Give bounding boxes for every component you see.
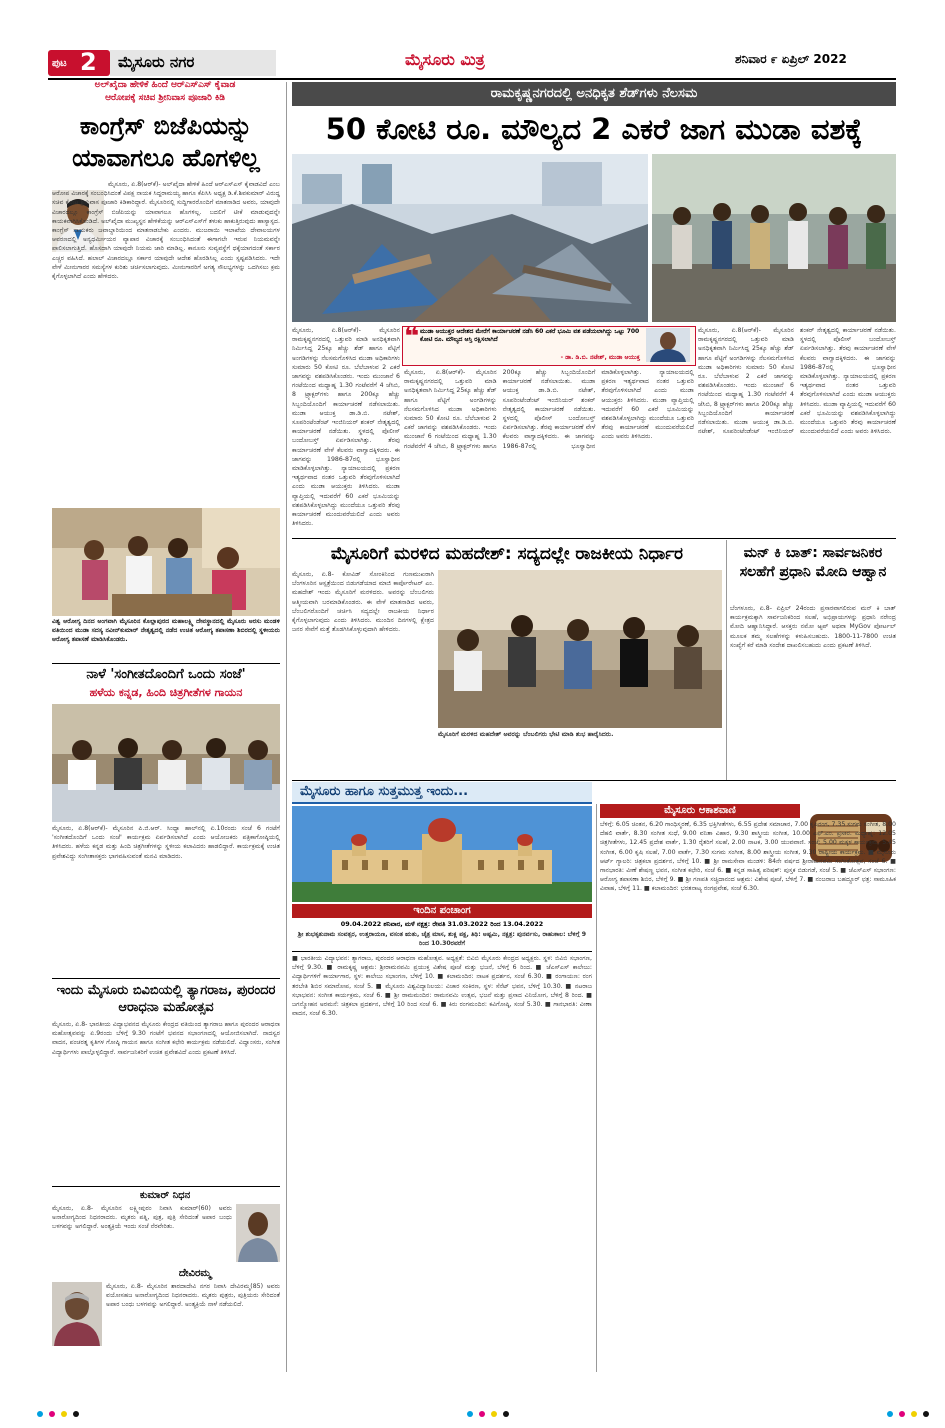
sangeetha-deck: ಹಳೆಯ ಕನ್ನಡ, ಹಿಂದಿ ಚಿತ್ರಗೀತೆಗಳ ಗಾಯನ [89, 686, 243, 699]
page-number: 2 [80, 48, 97, 76]
today-events: ■ ಭಾರತೀಯ ವಿದ್ಯಾಭವನ: ತ್ಯಾಗರಾಜ, ಪುರಂದರ ಆರಾಧನಾ ಮಹೋತ್ಸವ. ಅಧ್ಯಕ್ಷತೆ: ಬಿವಿಬಿ ಮೈಸೂರು ಕೇಂದ್ರದ ಅಧ್ಯಕ್ಷರು. ಸ್ಥಳ: ಬಿವಿಬಿ ಸಭಾಂಗಣ, ಬೆಳಿಗ್ಗೆ 9.30. ■ ರಾಮಕೃಷ್ಣ ಆಶ್ರಮ: ಶ್ರೀರಾಮನವಮಿ ಪ್ರಯುಕ್ತ ವಿಶೇಷ ಪೂಜೆ ಮತ್ತು ಭಜನೆ, ಬೆಳಿಗ್ಗೆ 6 ರಿಂದ. ■ ಜೆಎಸ್‌ಎಸ್ ಕಾಲೇಜು: ವಿದ್ಯಾರ್ಥಿಗಳಿಗೆ ಕಾರ್ಯಾಗಾರ, ಸ್ಥಳ: ಕಾಲೇಜು ಸಭಾಂಗಣ, ಬೆಳಿಗ್ಗೆ 10. ■ ಕಲಾಮಂದಿರ: ನಾಟಕ ಪ್ರದರ್ಶನ, ಸಂಜೆ 6.30. ■ ರಂಗಾಯಣ: ರಂಗ ತರಬೇತಿ ಶಿಬಿರ ಸಮಾರೋಪ, ಸಂಜೆ 5. ■ ಮೈಸೂರು ವಿಶ್ವವಿದ್ಯಾನಿಲಯ: ವಿಚಾರ ಸಂಕಿರಣ, ಸ್ಥಳ: ಸೆನೆಟ್ ಭವನ, ಬೆಳಿಗ್ಗೆ 10.30. ■ ನಟರಾಜ ಸಭಾಭವನ: ಸಂಗೀತ ಕಾರ್ಯಕ್ರಮ, ಸಂಜೆ 6. ■ ಶ್ರೀ ರಾಮಮಂದಿರ: ರಾಮನವಮಿ ಉತ್ಸವ, ಭಜನೆ ಮತ್ತು ಪ್ರಸಾದ ವಿನಿಯೋಗ, ಬೆಳಿಗ್ಗೆ 8 ರಿಂದ. ■ ಜಗನ್ಮೋಹನ ಅರಮನೆ: ಚಿತ್ರಕಲಾ ಪ್ರದರ್ಶನ, ಬೆಳಿಗ್ಗೆ 10 ರಿಂದ ಸಂಜೆ 6. ■ ಕಿರು ರಂಗಮಂದಿರ: ಕವಿಗೋಷ್ಠಿ, ಸಂಜೆ 5.30. ■ ಗಾನಭಾರತಿ: ವೀಣಾ ವಾದನ, ಸಂಜೆ 6.30. [292, 955, 592, 1018]
akashavani-body: ಬೆಳಿಗ್ಗೆ: 6.05 ಚಿಂತನ, 6.20 ಗಾಂಧಿಸ್ಮರಣೆ, 6.35 ಭಕ್ತಿಗೀತೆಗಳು, 6.55 ಪ್ರದೇಶ ಸಮಾಚಾರ, 7.00 ಕೃಷಿರಂಗ, 7.35 ಸುಗಮ ಸಂಗೀತ, 8.00 ದೆಹಲಿ ವಾರ್ತೆ, 8.30 ಸಂಗೀತ ಸುಧೆ, 9.00 ವನಿತಾ ವಿಹಾರ, 9.30 ಶಾಸ್ತ್ರೀಯ ಸಂಗೀತ, 10.00 ಎಫ್.ಎಂ. ಪ್ರಸಾರ. ಮಧ್ಯಾಹ್ನ: 12.05 ಚಿತ್ರಗೀತೆಗಳು, 12.45 ಪ್ರದೇಶ ವಾರ್ತೆ, 1.30 ರೈತರಿಗೆ ಸಲಹೆ, 2.00 ನಾಟಕ, 3.00 ಯುವವಾಣಿ. ಸಂಜೆ: 5.00 ಮಕ್ಕಳ ಕಾರ್ಯಕ್ರಮ, 5.45 ಸಂಗೀತ, 6.00 ಕೃಷಿ ಸಲಹೆ, 7.00 ವಾರ್ತೆ, 7.30 ಸುಗಮ ಸಂಗೀತ, 8.00 ಶಾಸ್ತ್ರೀಯ ಸಂಗೀತ, 9.30 ರಾಷ್ಟ್ರೀಯ ಕಾರ್ಯಕ್ರಮ. ■ ಮೈಸೂರು ಆರ್ಟ್ ಗ್ಯಾಲರಿ: ಚಿತ್ರಕಲಾ ಪ್ರದರ್ಶನ, ಬೆಳಿಗ್ಗೆ 10. ■ ಶ್ರೀ ರಾಮಸೇವಾ ಮಂಡಳಿ: 84ನೇ ವರ್ಷದ ಶ್ರೀರಾಮನವಮಿ ಸಂಗೀತೋತ್ಸವ, ಸಂಜೆ 6. ■ ಗಾನಭಾರತಿ: ವೀಣೆ ಶೇಷಣ್ಣ ಭವನ, ಸಂಗೀತ ಕಛೇರಿ, ಸಂಜೆ 6. ■ ಕನ್ನಡ ಸಾಹಿತ್ಯ ಪರಿಷತ್: ಪುಸ್ತಕ ಬಿಡುಗಡೆ, ಸಂಜೆ 5. ■ ಜೆಎಸ್‌ಎಸ್ ಸಭಾಂಗಣ: ಆರೋಗ್ಯ ತಪಾಸಣಾ ಶಿಬಿರ, ಬೆಳಿಗ್ಗೆ 9. ■ ಶ್ರೀ ಗಣಪತಿ ಸಚ್ಚಿದಾನಂದ ಆಶ್ರಮ: ವಿಶೇಷ ಪೂಜೆ, ಬೆಳಿಗ್ಗೆ 7. ■ ನಂಜರಾಜ ಬಹದ್ದೂರ್ ಛತ್ರ: ಸಾಮೂಹಿಕ ವಿವಾಹ, ಬೆಳಿಗ್ಗೆ 11. ■ ಕಲಾಮಂದಿರ: ಭರತನಾಟ್ಯ ರಂಗಪ್ರವೇಶ, ಸಂಜೆ 6.30. [600, 821, 896, 893]
tyagaraja-headline: ಇಂದು ಮೈಸೂರು ಬಿವಿಬಿಯಲ್ಲಿ ತ್ಯಾಗರಾಜ, ಪುರಂದರ ಆರಾಧನಾ ಮಹೋತ್ಸವ [56, 983, 276, 1015]
obit1-body: ಮೈಸೂರು, ಏ.8- ಮೈಸೂರಿನ ಲಕ್ಷ್ಮೀಪುರಂ ನಿವಾಸಿ ಕುಮಾರ್(60) ಅವರು ಅನಾರೋಗ್ಯದಿಂದ ನಿಧನರಾದರು. ಮೃತರು ಪತ್ನಿ, ಪುತ್ರ, ಪುತ್ರಿ ಸೇರಿದಂತೆ ಅಪಾರ ಬಂಧು ಬಳಗವನ್ನು ಅಗಲಿದ್ದಾರೆ. ಅಂತ್ಯಕ್ರಿಯೆ ಇಂದು ಸಂಜೆ ನೆರವೇರಿತು. [52, 1205, 232, 1231]
palace-photo [292, 806, 592, 902]
page-date: ಶನಿವಾರ ೯ ಏಪ್ರಿಲ್ 2022 [735, 52, 847, 66]
sangeetha-headline: ನಾಳೆ 'ಸಂಗೀತದೊಂದಿಗೆ ಒಂದು ಸಂಜೆ' [86, 667, 246, 682]
obit2-photo [52, 1282, 102, 1346]
mahadesh-caption: ಮೈಸೂರಿಗೆ ಮರಳಿದ ಮಹದೇಶ್ ಅವರನ್ನು ಬೆಂಬಲಿಗರು ಭೇಟಿ ಮಾಡಿ ಶುಭ ಹಾರೈಸಿದರು. [438, 731, 614, 738]
print-registration-marks [0, 1404, 945, 1424]
lead-kicker: ರಾಮಕೃಷ್ಣನಗರದಲ್ಲಿ ಅನಧಿಕೃತ ಶೆಡ್‌ಗಳು ನೆಲಸಮ [490, 86, 698, 101]
akashavani-separator [596, 804, 597, 1372]
lead-body: ಮೈಸೂರು, ಏ.8(ಆರ್‌ಕೆ)- ಮೈಸೂರಿನ ರಾಮಕೃಷ್ಣನಗರದಲ್ಲಿ ಒತ್ತುವರಿ ಮಾಡಿ ಅನಧಿಕೃತವಾಗಿ ನಿರ್ಮಿಸಿದ್ದ 25ಕ್ಕೂ ಹೆಚ್ಚು ಶೆಡ್ ಹಾಗೂ ಪೆಟ್ಟಿಗೆ ಅಂಗಡಿಗಳನ್ನು ನೆಲಸಮಗೊಳಿಸಿದ ಮುಡಾ ಅಧಿಕಾರಿಗಳು ಸುಮಾರು 50 ಕೋಟಿ ರೂ. ಬೆಲೆಬಾಳುವ 2 ಎಕರೆ ಜಾಗವನ್ನು ವಶಪಡಿಸಿಕೊಂಡರು. ಇಂದು ಮುಂಜಾನೆ 6 ಗಂಟೆಯಿಂದ ಮಧ್ಯಾಹ್ನ 1.30 ಗಂಟೆವರೆಗೆ 4 ಜೆಸಿಬಿ, 8 ಟ್ರ್ಯಾಕ್ಟರ್‌ಗಳು ಹಾಗೂ 200ಕ್ಕೂ ಹೆಚ್ಚು ಸಿಬ್ಬಂದಿಯೊಂದಿಗೆ ಕಾರ್ಯಾಚರಣೆ ನಡೆಸಲಾಯಿತು. ಮುಡಾ ಆಯುಕ್ತ ಡಾ.ಡಿ.ಬಿ. ನಟೇಶ್, ಸೂಪರಿಂಟೆಂಡೆಂಟ್ ಇಂಜಿನಿಯರ್ ಶಂಕರ್ ನೇತೃತ್ವದಲ್ಲಿ ಕಾರ್ಯಾಚರಣೆ ನಡೆಯಿತು. ಸ್ಥಳದಲ್ಲಿ ಪೊಲೀಸ್ ಬಂದೋಬಸ್ತ್ ಏರ್ಪಡಿಸಲಾಗಿತ್ತು. ತೆರವು ಕಾರ್ಯಾಚರಣೆ ವೇಳೆ ಕೆಲವರು ವಾಗ್ವಾದಕ್ಕಿಳಿದರು. ಈ ಜಾಗವನ್ನು 1986-87ರಲ್ಲಿ ಭೂಸ್ವಾಧೀನ ಮಾಡಿಕೊಳ್ಳಲಾಗಿತ್ತು. ನ್ಯಾಯಾಲಯದಲ್ಲಿ ಪ್ರಕರಣ ಇತ್ಯರ್ಥವಾದ ನಂತರ ಒತ್ತುವರಿ ತೆರವುಗೊಳಿಸಲಾಗಿದೆ ಎಂದು ಮುಡಾ ಆಯುಕ್ತರು ತಿಳಿಸಿದರು. ಮುಡಾ ವ್ಯಾಪ್ತಿಯಲ್ಲಿ ಇದುವರೆಗೆ 60 ಎಕರೆ ಭೂಮಿಯನ್ನು ವಶಪಡಿಸಿಕೊಳ್ಳಲಾಗಿದ್ದು ಮುಂದೆಯೂ ಒತ್ತುವರಿ ತೆರವು ಕಾರ್ಯಾಚರಣೆ ಮುಂದುವರೆಯಲಿದೆ ಎಂದು ಅವರು ತಿಳಿಸಿದರು. [292, 327, 400, 528]
section-title: ಮೈಸೂರು ನಗರ [118, 53, 195, 71]
obit1-photo [236, 1204, 280, 1262]
left-divider-3 [52, 1186, 280, 1187]
left1-body: ಮೈಸೂರು, ಏ.8(ಆರ್‌ಕೆ)- ಅಲ್‌ಖೈದಾ ಹೇಳಿಕೆ ಹಿಂದೆ ಆರ್‌ಎಸ್‌ಎಸ್ ಕೈವಾಡವಿದೆ ಎಂಬ ಆರೋಪ ವಿಚಾರಕ್ಕೆ ಸಂಬಂಧಿಸಿದಂತೆ ವಿಪಕ್ಷ ನಾಯಕ ಸಿದ್ದರಾಮಯ್ಯ ಹಾಗೂ ಕೆಪಿಸಿಸಿ ಅಧ್ಯಕ್ಷ ಡಿ.ಕೆ.ಶಿವಕುಮಾರ್ ವಿರುದ್ಧ ಸಚಿವ ಕೋಟ ಶ್ರೀನಿವಾಸ ಪೂಜಾರಿ ಕಿಡಿಕಾರಿದ್ದಾರೆ. ಮೈಸೂರಿನಲ್ಲಿ ಸುದ್ದಿಗಾರರೊಂದಿಗೆ ಮಾತನಾಡಿದ ಅವರು, ಯಾವುದೇ ವಿಚಾರದಲ್ಲೂ ಕಾಂಗ್ರೆಸ್ ಬಿಜೆಪಿಯನ್ನು ಯಾವಾಗಲೂ ಹೊಗಳಿಲ್ಲ. ಬದಲಿಗೆ ಟೀಕೆ ಮಾಡುವುದನ್ನೇ ಕಾಯಕವಾಗಿಸಿಕೊಂಡಿದೆ. ಅಲ್‌ಖೈದಾ ಮುಖ್ಯಸ್ಥನ ಹೇಳಿಕೆಯನ್ನು ಆರ್‌ಎಸ್‌ಎಸ್‌ಗೆ ತಳುಕು ಹಾಕುತ್ತಿರುವುದು ಹಾಸ್ಯಾಸ್ಪದ. ಕಾಂಗ್ರೆಸ್ ನಾಯಕರು ಜವಾಬ್ದಾರಿಯಿಂದ ಮಾತನಾಡಬೇಕು ಎಂದರು. ಮುಜರಾಯಿ ಇಲಾಖೆಯ ದೇವಾಲಯಗಳ ಆವರಣದಲ್ಲಿ ಅನ್ಯಧರ್ಮೀಯರ ವ್ಯಾಪಾರ ವಿಚಾರಕ್ಕೆ ಸಂಬಂಧಿಸಿದಂತೆ ಈಗಾಗಲೇ ಇರುವ ನಿಯಮವನ್ನೇ ಪಾಲಿಸಲಾಗುತ್ತಿದೆ. ಹೊಸದಾಗಿ ಯಾವುದೇ ನಿಯಮ ಜಾರಿ ಮಾಡಿಲ್ಲ. ಕಾನೂನು ಸುವ್ಯವಸ್ಥೆಗೆ ಧಕ್ಕೆಯಾಗದಂತೆ ಸರ್ಕಾರ ಎಚ್ಚರ ವಹಿಸಿದೆ. ಹಲಾಲ್ ವಿಚಾರದಲ್ಲೂ ಸರ್ಕಾರ ಯಾವುದೇ ಆದೇಶ ಹೊರಡಿಸಿಲ್ಲ ಎಂದು ಸ್ಪಷ್ಟಪಡಿಸಿದರು. ಇದೇ ವೇಳೆ ಮೀನುಗಾರರ ಸಮಸ್ಯೆಗಳ ಕುರಿತು ಚರ್ಚಿಸಲಾಗುವುದು. ಮೀನುಗಾರರಿಗೆ ಅಗತ್ಯ ಸೌಲಭ್ಯಗಳನ್ನು ಒದಗಿಸಲು ಕ್ರಮ ಕೈಗೊಳ್ಳಲಾಗಿದೆ ಎಂದು ಹೇಳಿದರು. [52, 181, 280, 281]
mahadesh-body: ಮೈಸೂರು, ಏ.8- ಕೋವಿಡ್ ಸೋಂಕಿನಿಂದ ಗುಣಮುಖರಾಗಿ ಬೆಂಗಳೂರಿನ ಆಸ್ಪತ್ರೆಯಿಂದ ಬಿಡುಗಡೆಯಾದ ಮಾಜಿ ಕಾರ್ಪೊರೇಟರ್ ಎಂ. ಮಹದೇಶ್ ಇಂದು ಮೈಸೂರಿಗೆ ಮರಳಿದರು. ಅವರನ್ನು ಬೆಂಬಲಿಗರು ಆತ್ಮೀಯವಾಗಿ ಬರಮಾಡಿಕೊಂಡರು. ಈ ವೇಳೆ ಮಾತನಾಡಿದ ಅವರು, ಬೆಂಬಲಿಗರೊಂದಿಗೆ ಚರ್ಚಿಸಿ ಸದ್ಯದಲ್ಲೇ ರಾಜಕೀಯ ನಿರ್ಧಾರ ಕೈಗೊಳ್ಳಲಾಗುವುದು ಎಂದು ತಿಳಿಸಿದರು. ಮುಂದಿನ ದಿನಗಳಲ್ಲಿ ಕ್ಷೇತ್ರದ ಜನರ ಸೇವೆಗೆ ಮತ್ತೆ ತೊಡಗಿಸಿಕೊಳ್ಳುವುದಾಗಿ ಹೇಳಿದರು. [292, 571, 434, 634]
sangeetha-body: ಮೈಸೂರು, ಏ.8(ಆರ್‌ಕೆ)- ಮೈಸೂರಿನ ಪಿ.ಜಿ.ಆರ್. ಸಿಂಧ್ಯಾ ಹಾಲ್‌ನಲ್ಲಿ ಏ.10ರಂದು ಸಂಜೆ 6 ಗಂಟೆಗೆ 'ಸಂಗೀತದೊಂದಿಗೆ ಒಂದು ಸಂಜೆ' ಕಾರ್ಯಕ್ರಮ ಏರ್ಪಡಿಸಲಾಗಿದೆ ಎಂದು ಆಯೋಜಕರು ಪತ್ರಿಕಾಗೋಷ್ಠಿಯಲ್ಲಿ ತಿಳಿಸಿದರು. ಹಳೆಯ ಕನ್ನಡ ಮತ್ತು ಹಿಂದಿ ಚಿತ್ರಗೀತೆಗಳನ್ನು ಸ್ಥಳೀಯ ಕಲಾವಿದರು ಹಾಡಲಿದ್ದಾರೆ. ಕಾರ್ಯಕ್ರಮಕ್ಕೆ ಉಚಿತ ಪ್ರವೇಶವಿದ್ದು ಸಂಗೀತಾಸಕ್ತರು ಭಾಗವಹಿಸುವಂತೆ ಮನವಿ ಮಾಡಿದರು. [52, 825, 280, 860]
today-top-rule [292, 780, 896, 781]
mankibaat-body: ಬೆಂಗಳೂರು, ಏ.8- ಏಪ್ರಿಲ್ 24ರಂದು ಪ್ರಸಾರವಾಗಲಿರುವ ಮನ್ ಕಿ ಬಾತ್ ಕಾರ್ಯಕ್ರಮಕ್ಕಾಗಿ ಸಾರ್ವಜನಿಕರಿಂದ ಸಲಹೆ, ಅಭಿಪ್ರಾಯಗಳನ್ನು ಪ್ರಧಾನಿ ನರೇಂದ್ರ ಮೋದಿ ಆಹ್ವಾನಿಸಿದ್ದಾರೆ. ಆಸಕ್ತರು ನಮೋ ಆ್ಯಪ್ ಅಥವಾ MyGov ಪೋರ್ಟಲ್ ಮೂಲಕ ತಮ್ಮ ಸಲಹೆಗಳನ್ನು ಕಳುಹಿಸಬಹುದು. 1800-11-7800 ಉಚಿತ ಸಂಖ್ಯೆಗೆ ಕರೆ ಮಾಡಿ ಸಂದೇಶ ದಾಖಲಿಸಬಹುದು ಎಂದು ಪ್ರಕಟಣೆ ತಿಳಿಸಿದೆ. [730, 605, 896, 649]
obit2-body: ಮೈಸೂರು, ಏ.8- ಮೈಸೂರಿನ ಶಾರದಾದೇವಿ ನಗರ ನಿವಾಸಿ ದೇವಿರಮ್ಮ(85) ಅವರು ವಯೋಸಹಜ ಅನಾರೋಗ್ಯದಿಂದ ನಿಧನರಾದರು. ಮೃತರು ಪುತ್ರರು, ಪುತ್ರಿಯರು ಸೇರಿದಂತೆ ಅಪಾರ ಬಂಧು ಬಳಗವನ್ನು ಅಗಲಿದ್ದಾರೆ. ಅಂತ್ಯಕ್ರಿಯೆ ನಾಳೆ ನಡೆಯಲಿದೆ. [106, 1283, 280, 1309]
lead-photo-officials [652, 154, 896, 322]
left1-headline: ಕಾಂಗ್ರೆಸ್ ಬಿಜೆಪಿಯನ್ನು ಯಾವಾಗಲೂ ಹೊಗಳಿಲ್ಲ [72, 112, 260, 172]
panchanga-title: ಇಂದಿನ ಪಂಚಾಂಗ [413, 905, 471, 916]
lead-body-col3: ಮೈಸೂರು, ಏ.8(ಆರ್‌ಕೆ)- ಮೈಸೂರಿನ ರಾಮಕೃಷ್ಣನಗರದಲ್ಲಿ ಒತ್ತುವರಿ ಮಾಡಿ ಅನಧಿಕೃತವಾಗಿ ನಿರ್ಮಿಸಿದ್ದ 25ಕ್ಕೂ ಹೆಚ್ಚು ಶೆಡ್ ಹಾಗೂ ಪೆಟ್ಟಿಗೆ ಅಂಗಡಿಗಳನ್ನು ನೆಲಸಮಗೊಳಿಸಿದ ಮುಡಾ ಅಧಿಕಾರಿಗಳು ಸುಮಾರು 50 ಕೋಟಿ ರೂ. ಬೆಲೆಬಾಳುವ 2 ಎಕರೆ ಜಾಗವನ್ನು ವಶಪಡಿಸಿಕೊಂಡರು. ಇಂದು ಮುಂಜಾನೆ 6 ಗಂಟೆಯಿಂದ ಮಧ್ಯಾಹ್ನ 1.30 ಗಂಟೆವರೆಗೆ 4 ಜೆಸಿಬಿ, 8 ಟ್ರ್ಯಾಕ್ಟರ್‌ಗಳು ಹಾಗೂ 200ಕ್ಕೂ ಹೆಚ್ಚು ಸಿಬ್ಬಂದಿಯೊಂದಿಗೆ ಕಾರ್ಯಾಚರಣೆ ನಡೆಸಲಾಯಿತು. ಮುಡಾ ಆಯುಕ್ತ ಡಾ.ಡಿ.ಬಿ. ನಟೇಶ್, ಸೂಪರಿಂಟೆಂಡೆಂಟ್ ಇಂಜಿನಿಯರ್ ಶಂಕರ್ ನೇತೃತ್ವದಲ್ಲಿ ಕಾರ್ಯಾಚರಣೆ ನಡೆಯಿತು. ಸ್ಥಳದಲ್ಲಿ ಪೊಲೀಸ್ ಬಂದೋಬಸ್ತ್ ಏರ್ಪಡಿಸಲಾಗಿತ್ತು. ತೆರವು ಕಾರ್ಯಾಚರಣೆ ವೇಳೆ ಕೆಲವರು ವಾಗ್ವಾದಕ್ಕಿಳಿದರು. ಈ ಜಾಗವನ್ನು 1986-87ರಲ್ಲಿ ಭೂಸ್ವಾಧೀನ ಮಾಡಿಕೊಳ್ಳಲಾಗಿತ್ತು. ನ್ಯಾಯಾಲಯದಲ್ಲಿ ಪ್ರಕರಣ ಇತ್ಯರ್ಥವಾದ ನಂತರ ಒತ್ತುವರಿ ತೆರವುಗೊಳಿಸಲಾಗಿದೆ ಎಂದು ಮುಡಾ ಆಯುಕ್ತರು ತಿಳಿಸಿದರು. ಮುಡಾ ವ್ಯಾಪ್ತಿಯಲ್ಲಿ ಇದುವರೆಗೆ 60 ಎಕರೆ ಭೂಮಿಯನ್ನು ವಶಪಡಿಸಿಕೊಳ್ಳಲಾಗಿದ್ದು ಮುಂದೆಯೂ ಒತ್ತುವರಿ ತೆರವು ಕಾರ್ಯಾಚರಣೆ ಮುಂದುವರೆಯಲಿದೆ ಎಂದು ಅವರು ತಿಳಿಸಿದರು. [698, 327, 896, 436]
commissioner-portrait [646, 328, 690, 362]
left-divider-1 [52, 663, 280, 664]
lead-headline: 50 ಕೋಟಿ ರೂ. ಮೌಲ್ಯದ 2 ಎಕರೆ ಜಾಗ ಮುಡಾ ವಶಕ್ಕೆ [325, 112, 863, 146]
lead-quote-by: - ಡಾ. ಡಿ.ಬಿ. ನಟೇಶ್, ಮುಡಾ ಆಯುಕ್ತ [560, 354, 640, 361]
tyagaraja-body: ಮೈಸೂರು, ಏ.8- ಭಾರತೀಯ ವಿದ್ಯಾಭವನದ ಮೈಸೂರು ಕೇಂದ್ರದ ವತಿಯಿಂದ ತ್ಯಾಗರಾಜ ಹಾಗೂ ಪುರಂದರ ಆರಾಧನಾ ಮಹೋತ್ಸವವನ್ನು ಏ.9ರಂದು ಬೆಳಿಗ್ಗೆ 9.30 ಗಂಟೆಗೆ ಭವನದ ಸಭಾಂಗಣದಲ್ಲಿ ಆಯೋಜಿಸಲಾಗಿದೆ. ನಾದಸ್ವರ ವಾದನ, ಪಂಚರತ್ನ ಕೃತಿಗಳ ಗೋಷ್ಠಿ ಗಾಯನ ಹಾಗೂ ಸಂಗೀತ ಕಛೇರಿ ಕಾರ್ಯಕ್ರಮ ನಡೆಯಲಿದೆ. ವಿದ್ವಾಂಸರು, ಸಂಗೀತ ವಿದ್ಯಾರ್ಥಿಗಳು ಪಾಲ್ಗೊಳ್ಳಲಿದ್ದಾರೆ. ಸಾರ್ವಜನಿಕರಿಗೆ ಉಚಿತ ಪ್ರವೇಶವಿದೆ ಎಂದು ಪ್ರಕಟಣೆ ತಿಳಿಸಿದೆ. [52, 1021, 280, 1056]
left1-deck2: ಆರೋಪಕ್ಕೆ ಸಚಿವ ಶ್ರೀನಿವಾಸ ಪೂಜಾರಿ ಕಿಡಿ [105, 93, 225, 103]
mahadesh-photo [438, 570, 722, 728]
panchanga-rule [292, 951, 592, 952]
obit2-title: ದೇವಿರಮ್ಮ [178, 1268, 212, 1279]
page-label: ಪುಟ [52, 58, 67, 69]
obit1-title: ಕುಮಾರ್ ನಿಧನ [139, 1190, 191, 1201]
left1-deck1: ಅಲ್‌ಖೈದಾ ಹೇಳಿಕೆ ಹಿಂದೆ ಆರ್‌ಎಸ್‌ಎಸ್ ಕೈವಾಡ [94, 80, 236, 90]
lead-quote: ಮುಡಾ ಆಯುಕ್ತರ ಆದೇಶದ ಮೇರೆಗೆ ಕಾರ್ಯಾಚರಣೆ ನಡೆಸಿ 60 ಎಕರೆ ಭೂಮಿ ವಶ ಪಡೆಯಲಾಗಿದ್ದು ಒಟ್ಟು 700 ಕೋಟಿ ರೂ. ಮೌಲ್ಯದ ಆಸ್ತಿ ರಕ್ಷಿಸಲಾಗಿದೆ [420, 328, 640, 343]
mankibaat-headline: ಮನ್ ಕಿ ಬಾತ್: ಸಾರ್ವಜನಿಕರ ಸಲಹೆಗೆ ಪ್ರಧಾನಿ ಮೋದಿ ಆಹ್ವಾನ [739, 545, 887, 580]
panchanga-detail: ಶ್ರೀ ಶುಭಕೃತುನಾಮ ಸಂವತ್ಸರ, ಉತ್ತರಾಯಣ, ವಸಂತ ಋತು, ಚೈತ್ರ ಮಾಸ, ಶುಕ್ಲ ಪಕ್ಷ, ತಿಥಿ: ಅಷ್ಟಮಿ, ನಕ್ಷತ್ರ: ಪುನರ್ವಸು, ರಾಹುಕಾಲ: ಬೆಳಿಗ್ಗೆ 9 ರಿಂದ 10.30ರವರೆಗೆ [297, 931, 587, 948]
lead-bottom-rule [292, 538, 896, 539]
quote-mark: ❝ [404, 322, 420, 352]
sangeetha-press-photo [52, 704, 280, 822]
mankibaat-separator [726, 540, 727, 780]
health-camp-caption: ವಿಶ್ವ ಆರೋಗ್ಯ ದಿನದ ಅಂಗವಾಗಿ ಮೈಸೂರಿನ ಕೊಲ್ಲಾಪುರದ ಮಹಾಲಕ್ಷ್ಮಿ ದೇವಸ್ಥಾನದಲ್ಲಿ ಮೈಸೂರು ಅರಸು ಮಂಡಳಿ ವತಿಯಿಂದ ಮುಡಾ ಸದಸ್ಯ ನವೀನ್‌ಕುಮಾರ್ ನೇತೃತ್ವದಲ್ಲಿ ನಡೆದ ಉಚಿತ ಆರೋಗ್ಯ ತಪಾಸಣಾ ಶಿಬಿರದಲ್ಲಿ ಸ್ಥಳೀಯರು ಆರೋಗ್ಯ ತಪಾಸಣೆ ಮಾಡಿಸಿಕೊಂಡರು. [52, 618, 280, 644]
lead-body-col2: ಮೈಸೂರು, ಏ.8(ಆರ್‌ಕೆ)- ಮೈಸೂರಿನ ರಾಮಕೃಷ್ಣನಗರದಲ್ಲಿ ಒತ್ತುವರಿ ಮಾಡಿ ಅನಧಿಕೃತವಾಗಿ ನಿರ್ಮಿಸಿದ್ದ 25ಕ್ಕೂ ಹೆಚ್ಚು ಶೆಡ್ ಹಾಗೂ ಪೆಟ್ಟಿಗೆ ಅಂಗಡಿಗಳನ್ನು ನೆಲಸಮಗೊಳಿಸಿದ ಮುಡಾ ಅಧಿಕಾರಿಗಳು ಸುಮಾರು 50 ಕೋಟಿ ರೂ. ಬೆಲೆಬಾಳುವ 2 ಎಕರೆ ಜಾಗವನ್ನು ವಶಪಡಿಸಿಕೊಂಡರು. ಇಂದು ಮುಂಜಾನೆ 6 ಗಂಟೆಯಿಂದ ಮಧ್ಯಾಹ್ನ 1.30 ಗಂಟೆವರೆಗೆ 4 ಜೆಸಿಬಿ, 8 ಟ್ರ್ಯಾಕ್ಟರ್‌ಗಳು ಹಾಗೂ 200ಕ್ಕೂ ಹೆಚ್ಚು ಸಿಬ್ಬಂದಿಯೊಂದಿಗೆ ಕಾರ್ಯಾಚರಣೆ ನಡೆಸಲಾಯಿತು. ಮುಡಾ ಆಯುಕ್ತ ಡಾ.ಡಿ.ಬಿ. ನಟೇಶ್, ಸೂಪರಿಂಟೆಂಡೆಂಟ್ ಇಂಜಿನಿಯರ್ ಶಂಕರ್ ನೇತೃತ್ವದಲ್ಲಿ ಕಾರ್ಯಾಚರಣೆ ನಡೆಯಿತು. ಸ್ಥಳದಲ್ಲಿ ಪೊಲೀಸ್ ಬಂದೋಬಸ್ತ್ ಏರ್ಪಡಿಸಲಾಗಿತ್ತು. ತೆರವು ಕಾರ್ಯಾಚರಣೆ ವೇಳೆ ಕೆಲವರು ವಾಗ್ವಾದಕ್ಕಿಳಿದರು. ಈ ಜಾಗವನ್ನು 1986-87ರಲ್ಲಿ ಭೂಸ್ವಾಧೀನ ಮಾಡಿಕೊಳ್ಳಲಾಗಿತ್ತು. ನ್ಯಾಯಾಲಯದಲ್ಲಿ ಪ್ರಕರಣ ಇತ್ಯರ್ಥವಾದ ನಂತರ ಒತ್ತುವರಿ ತೆರವುಗೊಳಿಸಲಾಗಿದೆ ಎಂದು ಮುಡಾ ಆಯುಕ್ತರು ತಿಳಿಸಿದರು. ಮುಡಾ ವ್ಯಾಪ್ತಿಯಲ್ಲಿ ಇದುವರೆಗೆ 60 ಎಕರೆ ಭೂಮಿಯನ್ನು ವಶಪಡಿಸಿಕೊಳ್ಳಲಾಗಿದ್ದು ಮುಂದೆಯೂ ಒತ್ತುವರಿ ತೆರವು ಕಾರ್ಯಾಚರಣೆ ಮುಂದುವರೆಯಲಿದೆ ಎಂದು ಅವರು ತಿಳಿಸಿದರು. [404, 369, 694, 450]
left-divider-2 [52, 978, 280, 979]
health-camp-photo [52, 508, 280, 616]
today-banner: ಮೈಸೂರು ಹಾಗೂ ಸುತ್ತಮುತ್ತ ಇಂದು... [300, 784, 469, 799]
left-column-separator [286, 82, 287, 1372]
akashavani-title: ಮೈಸೂರು ಆಕಾಶವಾಣಿ [664, 805, 736, 816]
lead-photo-demolition [292, 154, 648, 322]
paper-name: ಮೈಸೂರು ಮಿತ್ರ [405, 50, 485, 69]
mahadesh-headline: ಮೈಸೂರಿಗೆ ಮರಳಿದ ಮಹದೇಶ್: ಸದ್ಯದಲ್ಲೇ ರಾಜಕೀಯ ನಿರ್ಧಾರ [330, 544, 684, 564]
panchanga-line: 09.04.2022 ಶನಿವಾರ, ಮಳೆ ನಕ್ಷತ್ರ: ರೇವತಿ 31.03.2022 ರಿಂದ 13.04.2022 [340, 920, 544, 928]
